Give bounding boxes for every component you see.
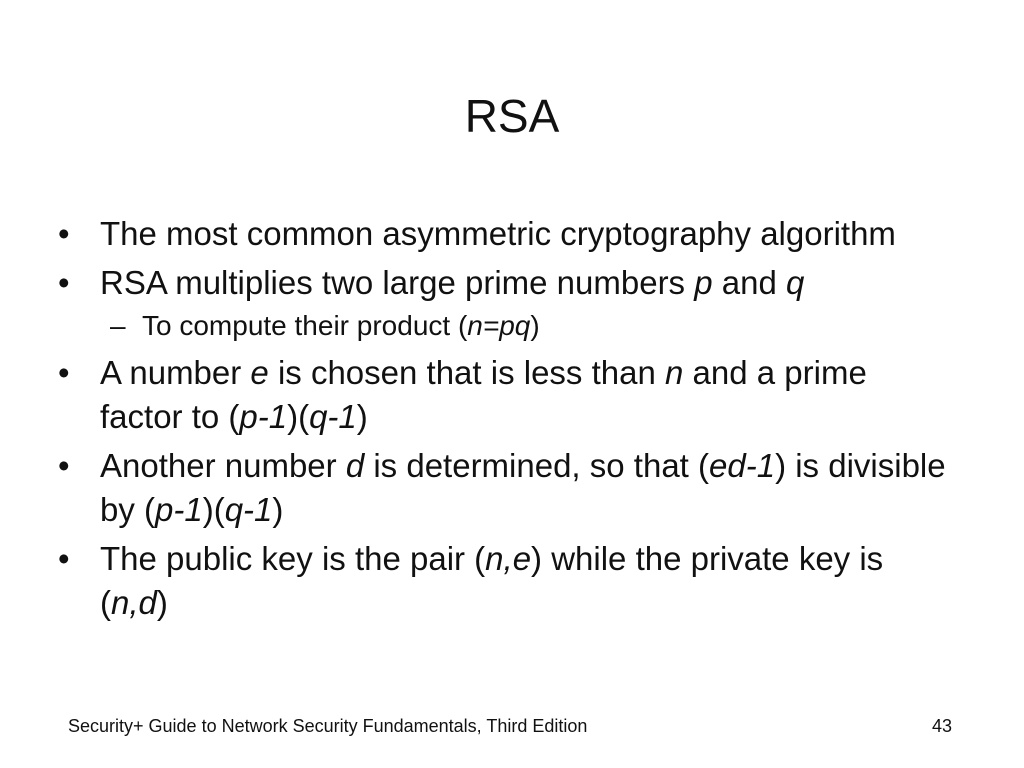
bullet-marker: •	[58, 264, 70, 301]
bullet-item	[58, 261, 958, 305]
bullet-marker: •	[58, 215, 70, 252]
bullet-text: Another number d is determined, so that (ed-1) is divisible by (p-1)(q-1)	[100, 447, 946, 528]
bullet-marker: •	[58, 447, 70, 484]
bullet-text: The most common asymmetric cryptography algorithm	[100, 215, 896, 252]
bullet-marker: •	[58, 354, 70, 391]
slide-footer: Security+ Guide to Network Security Fundamentals, Third Edition	[68, 716, 588, 736]
bullet-text: RSA multiplies two large prime numbers p and q	[100, 264, 805, 301]
sub-bullet-text: To compute their product (n=pq)	[142, 310, 540, 341]
sub-bullet-item	[58, 308, 958, 344]
bullet-item	[58, 351, 958, 439]
bullet-text: A number e is chosen that is less than n and a prime factor to (p-1)(q-1)	[100, 354, 867, 435]
sub-bullet-marker: –	[110, 310, 126, 341]
bullet-item	[58, 212, 958, 256]
slide-title: RSA	[464, 90, 560, 142]
bullet-list	[58, 212, 958, 630]
page-number: 43	[931, 716, 952, 736]
bullet-item	[58, 537, 958, 625]
bullet-item	[58, 444, 958, 532]
bullet-text: The public key is the pair (n,e) while the private key is (n,d)	[100, 540, 884, 621]
bullet-marker: •	[58, 540, 70, 577]
